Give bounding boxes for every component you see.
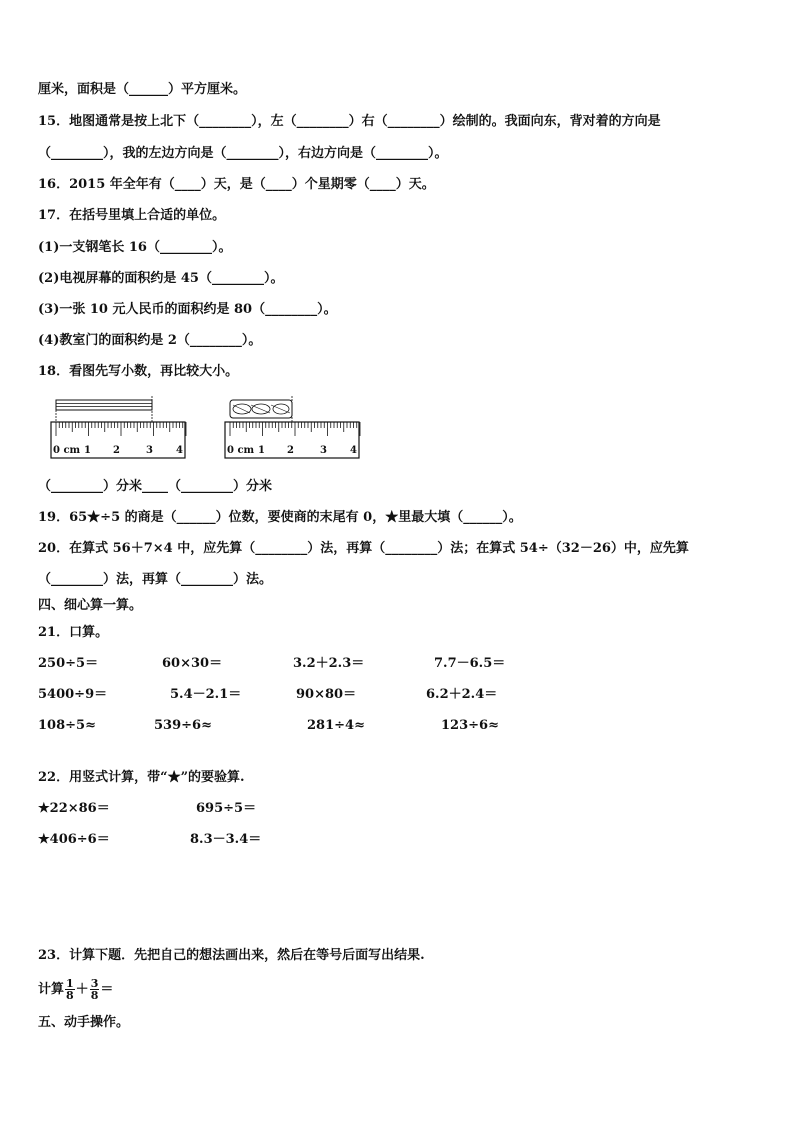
ruler-label: 0 cm [227, 445, 255, 456]
q17: 17．在括号里填上合适的单位。 [38, 208, 226, 223]
q22: 22．用竖式计算，带“★”的要验算. [38, 770, 245, 785]
oral-item: 123÷6≈ [441, 718, 499, 733]
fraction-3-8 [90, 978, 100, 1001]
q18: 18．看图先写小数，再比较大小。 [38, 364, 239, 379]
vertical-item: ★22×86＝ [38, 801, 110, 816]
section-5-title: 五、动手操作。 [38, 1015, 130, 1030]
ruler-label: 3 [146, 445, 153, 456]
ruler-figure-1 [50, 396, 190, 460]
ruler-label: 1 [84, 445, 91, 456]
q18-answer: （________）分米____（________）分米 [38, 479, 273, 494]
equals-sign: ＝ [100, 982, 114, 997]
oral-item: 5.4－2.1＝ [170, 687, 242, 702]
oral-item: 90×80＝ [296, 687, 357, 702]
vertical-item: ★406÷6＝ [38, 832, 110, 847]
oral-item: 3.2＋2.3＝ [293, 656, 365, 671]
fraction-denominator: 8 [66, 989, 74, 1002]
ruler-figure-2 [224, 396, 364, 460]
q23: 23．计算下题．先把自己的想法画出来，然后在等号后面写出结果. [38, 948, 425, 963]
oral-item: 281÷4≈ [307, 718, 365, 733]
ruler-label: 1 [258, 445, 265, 456]
q17-item4: (4)教室门的面积约是 2（________）。 [38, 333, 262, 348]
fraction-denominator: 8 [90, 989, 99, 1002]
q15-line2: （________），我的左边方向是（________），右边方向是（________）。 [38, 146, 448, 161]
ruler-label: 3 [320, 445, 327, 456]
oral-item: 539÷6≈ [154, 718, 212, 733]
q16: 16．2015 年全年有（____）天，是（____）个星期零（____）天。 [38, 177, 435, 192]
q17-item2: (2)电视屏幕的面积约是 45（________）。 [38, 271, 284, 286]
q15-line1: 15．地图通常是按上北下（________），左（________）右（________）绘制的。我面向东，背对着的方向是 [38, 114, 661, 129]
ruler-label: 2 [287, 445, 294, 456]
q23-expression [38, 976, 113, 1004]
oral-item: 60×30＝ [162, 656, 223, 671]
vertical-item: 695÷5＝ [196, 801, 257, 816]
q21: 21．口算。 [38, 625, 109, 640]
section-4-title: 四、细心算一算。 [38, 598, 143, 613]
vertical-item: 8.3－3.4＝ [190, 832, 262, 847]
oral-item: 5400÷9＝ [38, 687, 108, 702]
q14-tail: 厘米，面积是（______）平方厘米。 [38, 82, 247, 97]
q20-line1: 20．在算式 56＋7×4 中，应先算（________）法，再算（________）法；在算式 54÷（32－26）中，应先算 [38, 541, 689, 556]
q19: 19．65★÷5 的商是（______）位数，要使商的末尾有 0，★里最大填（______）。 [38, 510, 522, 525]
oral-item: 7.7－6.5＝ [434, 656, 506, 671]
ruler-label: 4 [350, 445, 357, 456]
ruler-label: 2 [113, 445, 120, 456]
oral-item: 108÷5≈ [38, 718, 96, 733]
q17-item3: (3)一张 10 元人民币的面积约是 80（________）。 [38, 302, 337, 317]
oral-item: 250÷5＝ [38, 656, 99, 671]
fraction-numerator: 3 [90, 977, 99, 990]
q20-line2: （________）法，再算（________）法。 [38, 572, 273, 587]
ruler-label: 4 [176, 445, 183, 456]
fraction-1-8 [65, 978, 75, 1001]
q17-item1: (1)一支钢笔长 16（________）。 [38, 240, 232, 255]
q23-prefix: 计算 [38, 982, 65, 997]
ruler-label: 0 cm [53, 445, 81, 456]
fraction-numerator: 1 [66, 977, 74, 990]
plus-sign: ＋ [75, 982, 89, 997]
oral-item: 6.2＋2.4＝ [426, 687, 498, 702]
